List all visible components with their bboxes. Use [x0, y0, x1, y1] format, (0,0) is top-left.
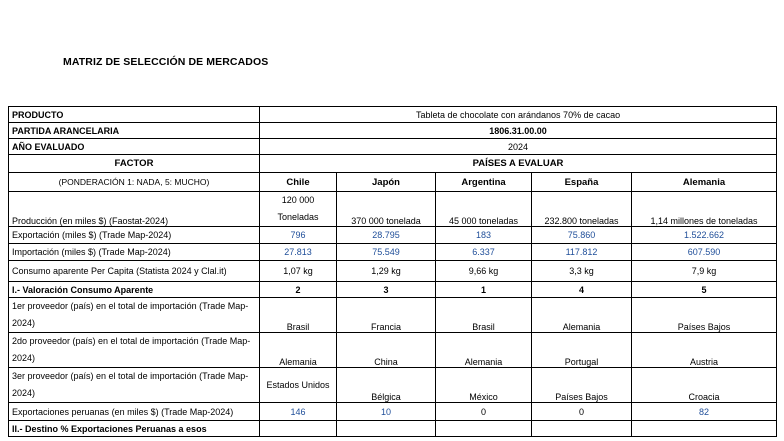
importacion-label: Importación (miles $) (Trade Map-2024): [9, 244, 260, 261]
produccion-row: [9, 192, 777, 227]
export-peru-label: Exportaciones peruanas (en miles $) (Trade Map-2024): [9, 403, 260, 421]
consumo-chile: 1,07 kg: [260, 261, 337, 282]
proveedor3-chile: Estados Unidos: [260, 368, 337, 403]
destino-espana: [532, 421, 632, 437]
proveedor1-row: [9, 298, 777, 333]
importacion-chile: 27.813: [260, 244, 337, 261]
export-peru-argentina: 0: [436, 403, 532, 421]
exportacion-espana: 75.860: [532, 227, 632, 244]
valoracion-espana: 4: [532, 282, 632, 298]
proveedor1-japon: Francia: [337, 298, 436, 333]
consumo-argentina: 9,66 kg: [436, 261, 532, 282]
export-peru-espana: 0: [532, 403, 632, 421]
importacion-japon: 75.549: [337, 244, 436, 261]
proveedor1-alemania: Países Bajos: [632, 298, 777, 333]
produccion-japon: 370 000 tonelada: [337, 192, 436, 227]
market-selection-table: [8, 106, 777, 437]
valoracion-chile: 2: [260, 282, 337, 298]
produccion-espana: 232.800 toneladas: [532, 192, 632, 227]
proveedor1-label: 1er proveedor (país) en el total de importación (Trade Map-2024): [9, 298, 260, 333]
valoracion-japon: 3: [337, 282, 436, 298]
exportacion-japon: 28.795: [337, 227, 436, 244]
proveedor2-label: 2do proveedor (país) en el total de importación (Trade Map-2024): [9, 333, 260, 368]
country-header-row: [9, 173, 777, 192]
produccion-argentina: 45 000 toneladas: [436, 192, 532, 227]
proveedor3-argentina: México: [436, 368, 532, 403]
proveedor3-label: 3er proveedor (país) en el total de importación (Trade Map-2024): [9, 368, 260, 403]
export-peru-chile: 146: [260, 403, 337, 421]
consumo-japon: 1,29 kg: [337, 261, 436, 282]
valoracion-label: I.- Valoración Consumo Aparente: [9, 282, 260, 298]
destino-label: II.- Destino % Exportaciones Peruanas a esos: [9, 421, 260, 437]
exportacion-argentina: 183: [436, 227, 532, 244]
proveedor1-argentina: Brasil: [436, 298, 532, 333]
consumo-row: [9, 261, 777, 282]
consumo-alemania: 7,9 kg: [632, 261, 777, 282]
country-argentina: Argentina: [436, 173, 532, 192]
anio-row: [9, 139, 777, 155]
country-espana: España: [532, 173, 632, 192]
exportacion-label: Exportación (miles $) (Trade Map-2024): [9, 227, 260, 244]
page-title: MATRIZ DE SELECCIÓN DE MERCADOS: [63, 56, 269, 68]
destino-japon: [337, 421, 436, 437]
country-japon: Japón: [337, 173, 436, 192]
proveedor3-alemania: Croacia: [632, 368, 777, 403]
produccion-chile: 120 000 Toneladas: [260, 192, 337, 227]
destino-chile: [260, 421, 337, 437]
proveedor1-chile: Brasil: [260, 298, 337, 333]
proveedor2-chile: Alemania: [260, 333, 337, 368]
importacion-row: [9, 244, 777, 261]
partida-value: 1806.31.00.00: [260, 123, 777, 139]
consumo-espana: 3,3 kg: [532, 261, 632, 282]
importacion-argentina: 6.337: [436, 244, 532, 261]
producto-row: [9, 107, 777, 123]
exportacion-row: [9, 227, 777, 244]
exportacion-chile: 796: [260, 227, 337, 244]
destino-argentina: [436, 421, 532, 437]
proveedor2-argentina: Alemania: [436, 333, 532, 368]
valoracion-alemania: 5: [632, 282, 777, 298]
exportacion-alemania: 1.522.662: [632, 227, 777, 244]
paises-header: PAÍSES A EVALUAR: [260, 155, 777, 173]
valoracion-argentina: 1: [436, 282, 532, 298]
produccion-alemania: 1,14 millones de toneladas: [632, 192, 777, 227]
produccion-label: Producción (en miles $) (Faostat-2024): [9, 192, 260, 227]
country-alemania: Alemania: [632, 173, 777, 192]
proveedor3-espana: Países Bajos: [532, 368, 632, 403]
proveedor3-japon: Bélgica: [337, 368, 436, 403]
producto-label: PRODUCTO: [9, 107, 260, 123]
importacion-alemania: 607.590: [632, 244, 777, 261]
factor-header: FACTOR: [9, 155, 260, 173]
export-peru-row: [9, 403, 777, 421]
destino-alemania: [632, 421, 777, 437]
proveedor2-alemania: Austria: [632, 333, 777, 368]
anio-label: AÑO EVALUADO: [9, 139, 260, 155]
proveedor2-row: [9, 333, 777, 368]
export-peru-alemania: 82: [632, 403, 777, 421]
anio-value: 2024: [260, 139, 777, 155]
partida-row: [9, 123, 777, 139]
consumo-label: Consumo aparente Per Capita (Statista 2024 y Clal.it): [9, 261, 260, 282]
factor-header-row: [9, 155, 777, 173]
proveedor1-espana: Alemania: [532, 298, 632, 333]
proveedor2-japon: China: [337, 333, 436, 368]
ponderacion-note: (PONDERACIÓN 1: NADA, 5: MUCHO): [9, 173, 260, 192]
export-peru-japon: 10: [337, 403, 436, 421]
destino-row: [9, 421, 777, 437]
proveedor2-espana: Portugal: [532, 333, 632, 368]
partida-label: PARTIDA ARANCELARIA: [9, 123, 260, 139]
importacion-espana: 117.812: [532, 244, 632, 261]
valoracion-row: [9, 282, 777, 298]
producto-value: Tableta de chocolate con arándanos 70% de cacao: [260, 107, 777, 123]
proveedor3-row: [9, 368, 777, 403]
country-chile: Chile: [260, 173, 337, 192]
